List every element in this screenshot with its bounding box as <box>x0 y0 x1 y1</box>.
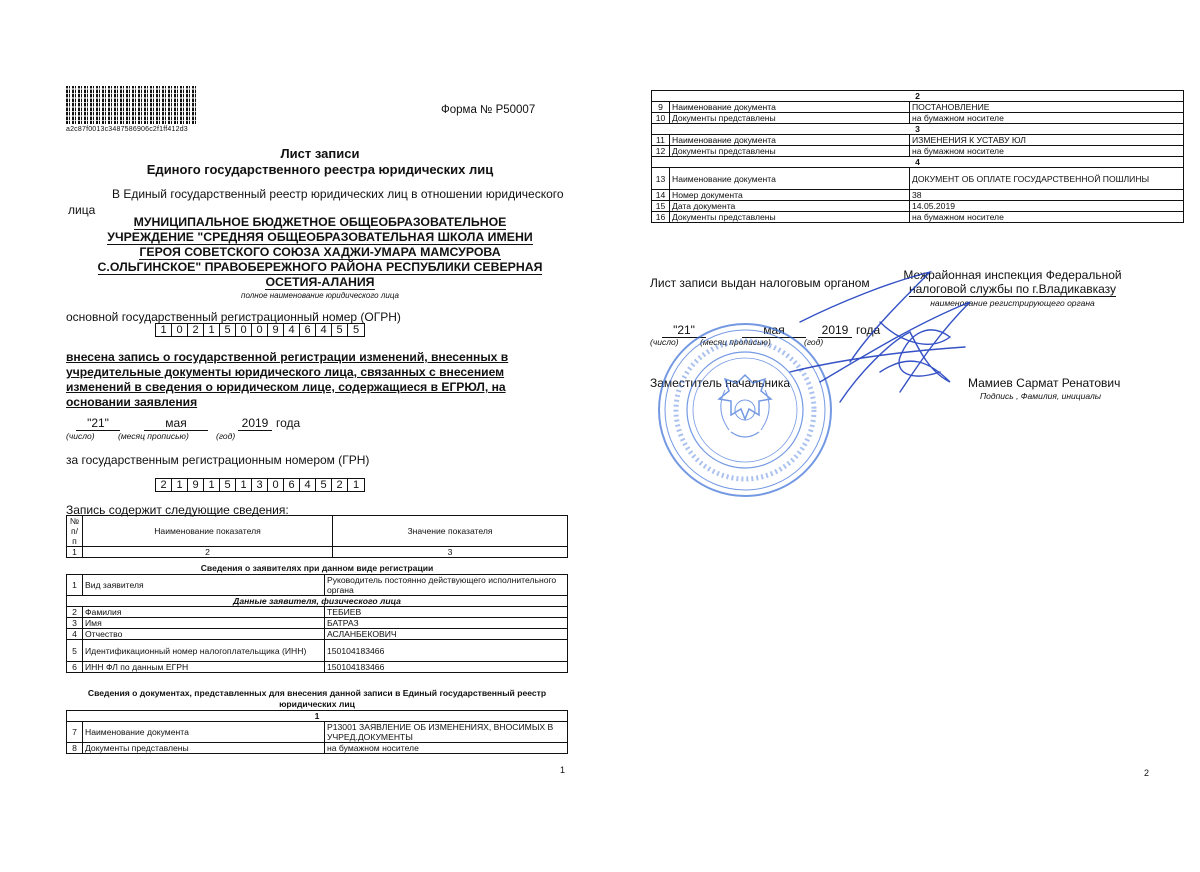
grn-digit: 5 <box>220 479 236 491</box>
row-value: ИЗМЕНЕНИЯ К УСТАВУ ЮЛ <box>910 135 1184 146</box>
document-group-number: 2 <box>652 91 1184 102</box>
caption-month: (месяц прописью) <box>118 431 189 441</box>
documents-table-part2 <box>651 90 1184 223</box>
ogrn-digit: 1 <box>204 324 220 336</box>
indicator-header-table <box>66 515 568 558</box>
row-num: 4 <box>67 629 83 640</box>
ogrn-digit: 5 <box>220 324 236 336</box>
page-number: 2 <box>1144 768 1150 778</box>
row-name: Идентификационный номер налогоплательщика (ИНН) <box>83 640 325 662</box>
row-value: ДОКУМЕНТ ОБ ОПЛАТЕ ГОСУДАРСТВЕННОЙ ПОШЛИНЫ <box>910 168 1184 190</box>
caption-day: (число) <box>650 337 679 347</box>
row-value: АСЛАНБЕКОВИЧ <box>325 629 568 640</box>
date-year: 2019 <box>818 323 852 338</box>
grn-digit-boxes <box>155 478 365 492</box>
org-name-line: ОСЕТИЯ-АЛАНИЯ <box>265 275 375 289</box>
ogrn-digit: 5 <box>332 324 348 336</box>
caption-month: (месяц прописью) <box>700 337 771 347</box>
col-index: 3 <box>333 547 568 558</box>
grn-digit: 1 <box>236 479 252 491</box>
row-value: на бумажном носителе <box>910 113 1184 124</box>
row-value: на бумажном носителе <box>910 212 1184 223</box>
grn-digit: 0 <box>268 479 284 491</box>
row-value: 150104183466 <box>325 662 568 673</box>
grn-digit: 6 <box>284 479 300 491</box>
title-line-2: Единого государственного реестра юридических лиц <box>146 162 494 177</box>
document-group-number: 3 <box>652 124 1184 135</box>
signer-position: Заместитель начальника <box>650 376 791 390</box>
ogrn-digit: 4 <box>284 324 300 336</box>
grn-digit: 5 <box>316 479 332 491</box>
col-num-header: № п/п <box>67 516 83 547</box>
col-value-header: Значение показателя <box>333 516 568 547</box>
col-name-header: Наименование показателя <box>83 516 333 547</box>
caption-year: (год) <box>216 431 236 441</box>
col-index: 1 <box>67 547 83 558</box>
ogrn-digit: 0 <box>236 324 252 336</box>
row-value: БАТРАЗ <box>325 618 568 629</box>
row-value: на бумажном носителе <box>910 146 1184 157</box>
date-year: 2019 <box>238 416 272 431</box>
row-num: 12 <box>652 146 670 157</box>
row-num: 7 <box>67 722 83 743</box>
row-name: Документы представлены <box>670 146 910 157</box>
documents-section-title: Сведения о документах, представленных для внесения данной записи в Единый государственный реестр юридических лиц <box>87 688 547 709</box>
record-contents-label: Запись содержит следующие сведения: <box>66 503 289 517</box>
handwritten-signature <box>780 262 980 422</box>
row-name: Наименование документа <box>670 135 910 146</box>
grn-digit: 2 <box>156 479 172 491</box>
row-value: 38 <box>910 190 1184 201</box>
applicant-table <box>66 574 568 673</box>
registration-text: внесена запись о государственной регистрации изменений, внесенных в учредительные документы юридического лица, связанных с внесением изменений в сведения о юридическом лице, содержащиеся в ЕГРЮЛ, на основании заявления <box>66 350 509 409</box>
applicant-subheader: Данные заявителя, физического лица <box>67 596 568 607</box>
col-index: 2 <box>83 547 333 558</box>
issuer-caption: наименование регистрирующего органа <box>930 298 1095 308</box>
applicant-section-title: Сведения о заявителях при данном виде регистрации <box>200 563 434 573</box>
caption-day: (число) <box>66 431 95 441</box>
row-value: на бумажном носителе <box>325 743 568 754</box>
row-name: Документы представлены <box>670 212 910 223</box>
row-name: Наименование документа <box>670 102 910 113</box>
date-year-suffix: года <box>856 323 881 337</box>
row-name: Имя <box>83 618 325 629</box>
ogrn-digit: 1 <box>156 324 172 336</box>
row-name: Отчество <box>83 629 325 640</box>
grn-digit: 9 <box>188 479 204 491</box>
row-num: 10 <box>652 113 670 124</box>
row-value: Р13001 ЗАЯВЛЕНИЕ ОБ ИЗМЕНЕНИЯХ, ВНОСИМЫХ В УЧРЕД.ДОКУМЕНТЫ <box>325 722 568 743</box>
row-name: Наименование документа <box>670 168 910 190</box>
org-name-line: ГЕРОЯ СОВЕТСКОГО СОЮЗА ХАДЖИ-УМАРА МАМСУРОВА <box>139 245 501 259</box>
row-name: Документы представлены <box>83 743 325 754</box>
grn-digit: 1 <box>352 479 360 491</box>
row-name: Документы представлены <box>670 113 910 124</box>
date-captions <box>66 431 235 441</box>
row-num: 5 <box>67 640 83 662</box>
documents-table-part1 <box>66 710 568 754</box>
row-name: ИНН ФЛ по данным ЕГРН <box>83 662 325 673</box>
row-num: 15 <box>652 201 670 212</box>
ogrn-digit-boxes <box>155 323 365 337</box>
document-group-number: 4 <box>652 157 1184 168</box>
barcode-pattern <box>66 86 198 124</box>
org-name-line: МУНИЦИПАЛЬНОЕ БЮДЖЕТНОЕ ОБЩЕОБРАЗОВАТЕЛЬНОЕ <box>133 215 507 229</box>
row-num: 6 <box>67 662 83 673</box>
date-month: мая <box>742 323 806 338</box>
row-value: 150104183466 <box>325 640 568 662</box>
row-name: Вид заявителя <box>83 575 325 596</box>
row-name: Номер документа <box>670 190 910 201</box>
intro-text: В Единый государственный реестр юридических лиц в отношении юридического лица <box>68 187 564 217</box>
signature-caption: Подпись , Фамилия, инициалы <box>980 391 1102 401</box>
registration-date <box>76 416 300 431</box>
grn-label: за государственным регистрационным номером (ГРН) <box>66 453 370 467</box>
grn-digit: 1 <box>172 479 188 491</box>
row-num: 9 <box>652 102 670 113</box>
row-name: Фамилия <box>83 607 325 618</box>
grn-digit: 2 <box>332 479 348 491</box>
row-num: 2 <box>67 607 83 618</box>
ogrn-label: основной государственный регистрационный номер (ОГРН) <box>66 310 401 324</box>
row-value: Руководитель постоянно действующего исполнительного органа <box>325 575 568 596</box>
grn-digit: 1 <box>204 479 220 491</box>
org-name-caption: полное наименование юридического лица <box>241 291 399 300</box>
caption-year: (год) <box>804 337 824 347</box>
document-group-number: 1 <box>67 711 568 722</box>
ogrn-digit: 4 <box>316 324 332 336</box>
document-title <box>100 146 540 178</box>
organization-name <box>60 215 580 290</box>
ogrn-digit: 0 <box>172 324 188 336</box>
row-num: 8 <box>67 743 83 754</box>
row-num: 13 <box>652 168 670 190</box>
org-name-line: УЧРЕЖДЕНИЕ "СРЕДНЯЯ ОБЩЕОБРАЗОВАТЕЛЬНАЯ ШКОЛА ИМЕНИ <box>107 230 533 244</box>
ogrn-digit: 5 <box>352 324 360 336</box>
date-month: мая <box>144 416 208 431</box>
grn-digit: 4 <box>300 479 316 491</box>
row-num: 3 <box>67 618 83 629</box>
date-year-suffix: года <box>276 416 301 430</box>
signer-name: Мамиев Сармат Ренатович <box>968 376 1121 390</box>
issuer-line-1: Межрайонная инспекция Федеральной <box>903 268 1122 282</box>
row-name: Дата документа <box>670 201 910 212</box>
ogrn-digit: 9 <box>268 324 284 336</box>
title-line-1: Лист записи <box>280 146 360 161</box>
ogrn-digit: 0 <box>252 324 268 336</box>
form-number: Форма № Р50007 <box>441 104 536 116</box>
row-num: 1 <box>67 575 83 596</box>
page-number: 1 <box>560 765 566 775</box>
ogrn-digit: 6 <box>300 324 316 336</box>
row-num: 14 <box>652 190 670 201</box>
ogrn-digit: 2 <box>188 324 204 336</box>
issuer-line-2: налоговой службы по г.Владикавказу <box>908 282 1117 296</box>
row-value: ПОСТАНОВЛЕНИЕ <box>910 102 1184 113</box>
org-name-line: С.ОЛЬГИНСКОЕ" ПРАВОБЕРЕЖНОГО РАЙОНА РЕСПУБЛИКИ СЕВЕРНАЯ <box>97 260 543 274</box>
document-page-right <box>600 0 1200 872</box>
grn-digit: 3 <box>252 479 268 491</box>
date-day: "21" <box>662 323 706 338</box>
row-value: 14.05.2019 <box>910 201 1184 212</box>
date-day: "21" <box>76 416 120 431</box>
row-num: 11 <box>652 135 670 146</box>
row-num: 16 <box>652 212 670 223</box>
issued-by-label: Лист записи выдан налоговым органом <box>650 276 870 290</box>
row-name: Наименование документа <box>83 722 325 743</box>
row-value: ТЕБИЕВ <box>325 607 568 618</box>
barcode-code: a2c87f0013c3487586906c2f1ff412d3 <box>66 126 188 133</box>
